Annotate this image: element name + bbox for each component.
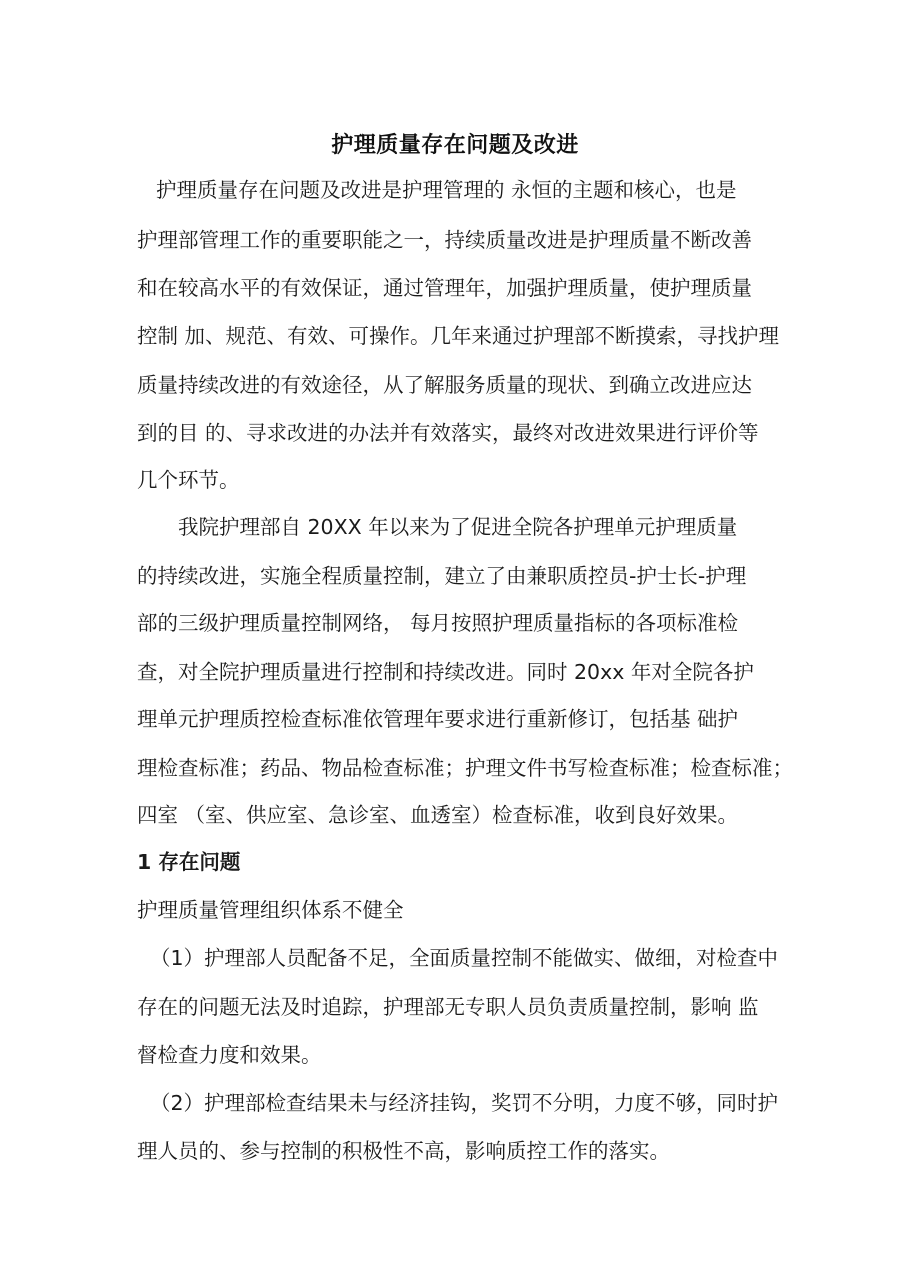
document-title: 护理质量存在问题及改进 <box>331 133 579 158</box>
paragraph-1-line-3: 和在较高水平的有效保证，通过管理年，加强护理质量，使护理质量 <box>137 276 752 300</box>
paragraph-2-line-1: 我院护理部自 20XX 年以来为了促进全院各护理单元护理质量 <box>178 515 738 539</box>
paragraph-1-line-2: 护理部管理工作的重要职能之一，持续质量改进是护理质量不断改善 <box>137 228 752 252</box>
item-2-line-2: 理人员的、参与控制的积极性不高，影响质控工作的落实。 <box>137 1139 670 1163</box>
paragraph-2-line-2: 的持续改进，实施全程质量控制，建立了由兼职质控员-护士长-护理 <box>137 564 747 588</box>
item-1-line-2: 存在的问题无法及时追踪，护理部无专职人员负责质量控制，影响 监 <box>137 995 759 1019</box>
section-heading: 1 存在问题 <box>137 850 241 874</box>
item-1-line-3: 督检查力度和效果。 <box>137 1043 322 1067</box>
paragraph-1-line-7: 几个环节。 <box>137 468 240 492</box>
item-1-line-1: （1）护理部人员配备不足，全面质量控制不能做实、做细，对检查中 <box>150 946 779 970</box>
paragraph-1-line-1: 护理质量存在问题及改进是护理管理的 永恒的主题和核心，也是 <box>156 178 737 202</box>
item-2-line-1: （2）护理部检查结果未与经济挂钩，奖罚不分明，力度不够，同时护 <box>150 1091 779 1115</box>
paragraph-2-line-6: 理检查标准；药品、物品检查标准；护理文件书写检查标准；检查标准； <box>137 756 793 780</box>
paragraph-1-line-6: 到的目 的、寻求改进的办法并有效落实，最终对改进效果进行评价等 <box>137 421 759 445</box>
paragraph-2-line-3: 部的三级护理质量控制网络， 每月按照护理质量指标的各项标准检 <box>137 611 739 635</box>
paragraph-1-line-4: 控制 加、规范、有效、可操作。几年来通过护理部不断摸索，寻找护理 <box>137 324 780 348</box>
subheading: 护理质量管理组织体系不健全 <box>137 898 404 922</box>
paragraph-2-line-4: 查，对全院护理质量进行控制和持续改进。同时 20xx 年对全院各护 <box>137 660 754 684</box>
paragraph-2-line-7: 四室 （室、供应室、急诊室、血透室）检查标准，收到良好效果。 <box>137 803 739 827</box>
paragraph-2-line-5: 理单元护理质控检查标准依管理年要求进行重新修订，包括基 础护 <box>137 707 739 731</box>
paragraph-1-line-5: 质量持续改进的有效途径，从了解服务质量的现状、到确立改进应达 <box>137 373 752 397</box>
